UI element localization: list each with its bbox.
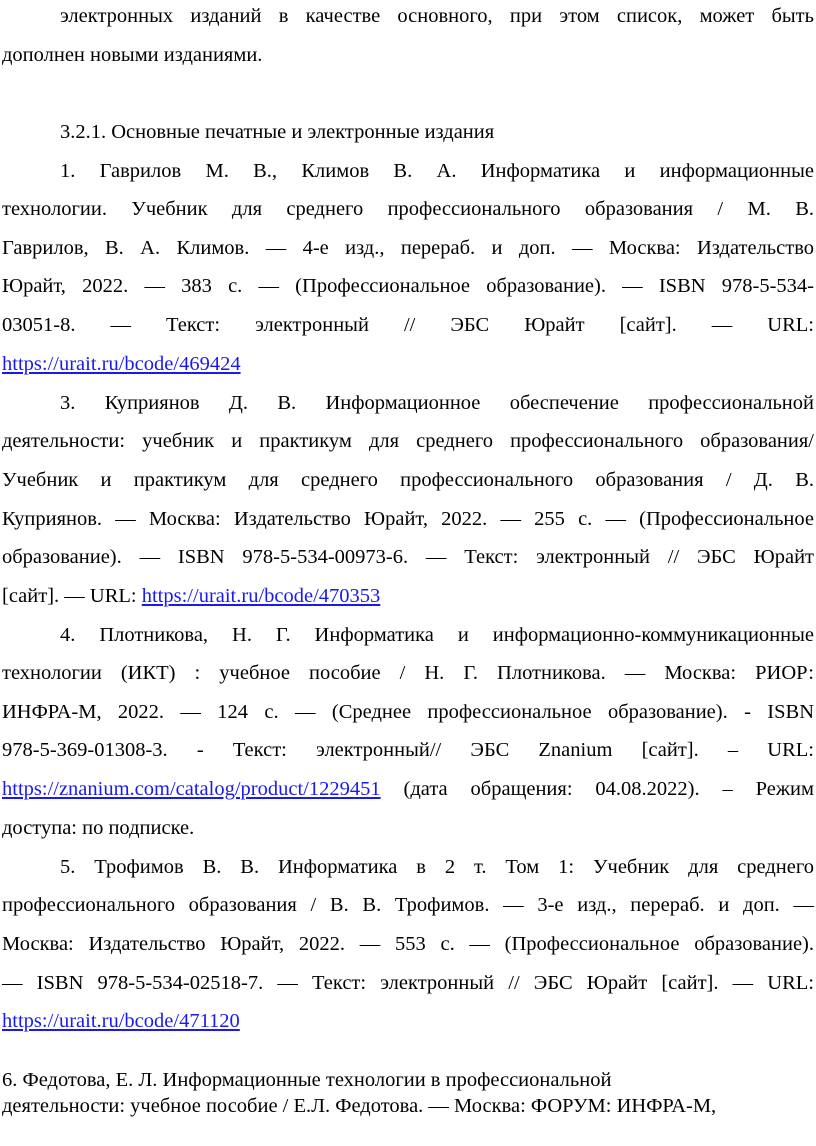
reference-line: Куприянов. — Москва: Издательство Юрайт, 2022. — 255 с. — (Профессиональное: [2, 508, 814, 530]
reference-line: 5. Трофимов В. В. Информатика в 2 т. Том 1: Учебник для среднего: [60, 856, 814, 878]
reference-line: 1. Гаврилов М. В., Климов В. А. Информатика и информационные: [60, 160, 814, 182]
reference-line: профессионального образования / В. В. Трофимов. — 3-е изд., перераб. и доп. —: [2, 894, 814, 916]
reference-line: технологии (ИКТ) : учебное пособие / Н. Г. Плотникова. — Москва: РИОР:: [2, 662, 814, 684]
intro-line: электронных изданий в качестве основного, при этом список, может быть: [60, 5, 814, 27]
reference-line: доступа: по подписке.: [2, 817, 195, 839]
reference-text: [сайт]. — URL:: [2, 585, 142, 607]
reference-line: Гаврилов, В. А. Климов. — 4-е изд., перераб. и доп. — Москва: Издательство: [2, 237, 814, 259]
reference-line: 6. Федотова, Е. Л. Информационные технологии в профессиональной: [2, 1069, 612, 1091]
section-heading: 3.2.1. Основные печатные и электронные издания: [60, 121, 495, 143]
reference-line: [2, 582, 814, 610]
reference-line: деятельности: учебное пособие / Е.Л. Федотова. — Москва: ФОРУМ: ИНФРА-М,: [2, 1095, 717, 1117]
reference-text: (дата обращения: 04.08.2022). – Режим: [380, 778, 814, 800]
reference-link[interactable]: https://znanium.com/catalog/product/1229451: [2, 778, 381, 800]
reference-line: 03051-8. — Текст: электронный // ЭБС Юрайт [сайт]. — URL:: [2, 314, 814, 336]
reference-link[interactable]: https://urait.ru/bcode/470353: [141, 585, 381, 607]
reference-line: — ISBN 978-5-534-02518-7. — Текст: электронный // ЭБС Юрайт [сайт]. — URL:: [2, 972, 814, 994]
intro-line: дополнен новыми изданиями.: [2, 44, 263, 66]
reference-line: [2, 350, 814, 378]
reference-line: [2, 1007, 814, 1035]
reference-line: Учебник и практикум для среднего профессионального образования / Д. В.: [2, 469, 814, 491]
reference-line: [2, 775, 814, 803]
reference-line: 3. Куприянов Д. В. Информационное обеспечение профессиональной: [60, 392, 814, 414]
reference-link[interactable]: https://urait.ru/bcode/471120: [2, 1010, 240, 1032]
reference-line: ИНФРА-М, 2022. — 124 с. — (Среднее профессиональное образование). - ISBN: [2, 701, 814, 723]
reference-line: Москва: Издательство Юрайт, 2022. — 553 с. — (Профессиональное образование).: [2, 933, 814, 955]
reference-line: 978-5-369-01308-3. - Текст: электронный// ЭБС Znanium [сайт]. – URL:: [2, 739, 814, 761]
reference-line: образование). — ISBN 978-5-534-00973-6. — Текст: электронный // ЭБС Юрайт: [2, 546, 814, 568]
reference-line: деятельности: учебник и практикум для среднего профессионального образования/: [2, 430, 814, 452]
reference-line: 4. Плотникова, Н. Г. Информатика и информационно-коммуникационные: [60, 624, 814, 646]
reference-link[interactable]: https://urait.ru/bcode/469424: [2, 353, 241, 375]
reference-line: Юрайт, 2022. — 383 с. — (Профессиональное образование). — ISBN 978-5-534-: [2, 275, 814, 297]
reference-line: технологии. Учебник для среднего профессионального образования / М. В.: [2, 198, 814, 220]
